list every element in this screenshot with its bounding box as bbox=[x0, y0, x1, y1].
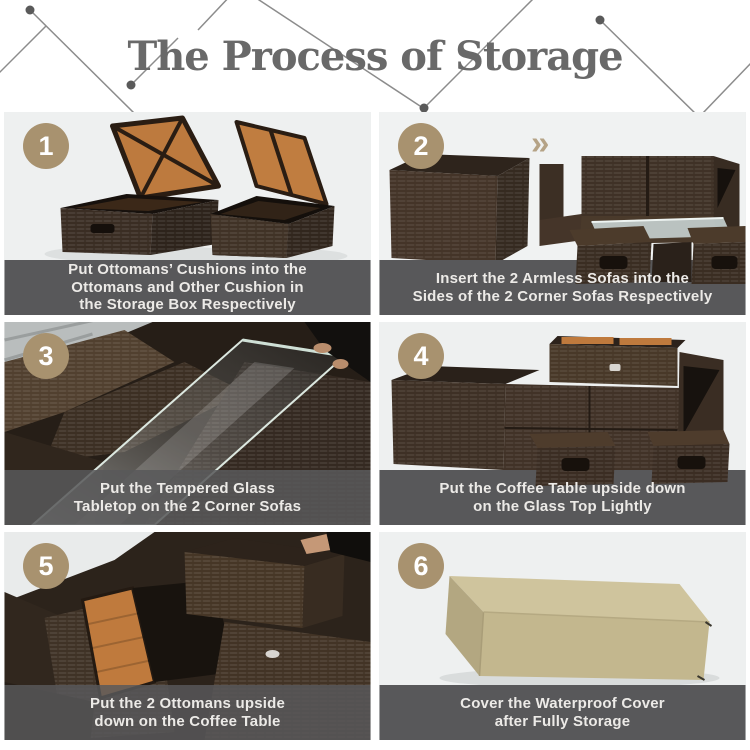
step-number-badge: 5 bbox=[23, 543, 69, 589]
step-number-badge: 4 bbox=[398, 333, 444, 379]
fast-forward-icon: » bbox=[531, 124, 548, 161]
page-title: The Process of Storage bbox=[127, 32, 623, 80]
step-caption: Put Ottomans’ Cushions into the Ottomans and Other Cushion in the Storage Box Respectively bbox=[68, 261, 307, 314]
step-caption: Put the Coffee Table upside down on the Glass Top Lightly bbox=[439, 480, 686, 515]
steps-grid bbox=[0, 112, 750, 740]
step-panel-3 bbox=[4, 322, 371, 525]
step-panel-2 bbox=[379, 112, 746, 315]
step-panel-6 bbox=[379, 532, 746, 740]
header bbox=[0, 0, 750, 112]
waterproof-cover bbox=[446, 576, 712, 680]
step-panel-1 bbox=[4, 112, 371, 315]
storage-box-closed bbox=[390, 154, 530, 264]
step-panel-4 bbox=[379, 322, 746, 525]
step-caption: Cover the Waterproof Cover after Fully Storage bbox=[460, 695, 665, 730]
step-number-badge: 6 bbox=[398, 543, 444, 589]
step-panel-5 bbox=[4, 532, 371, 740]
step-caption: Put the Tempered Glass Tabletop on the 2 Corner Sofas bbox=[73, 480, 302, 515]
step-number-badge: 3 bbox=[23, 333, 69, 379]
step-caption: Insert the 2 Armless Sofas into the Sides of the 2 Corner Sofas Respectively bbox=[412, 270, 713, 305]
step-caption: Put the 2 Ottomans upside down on the Coffee Table bbox=[89, 695, 286, 730]
step-number-badge: 2 bbox=[398, 123, 444, 169]
step-number-badge: 1 bbox=[23, 123, 69, 169]
